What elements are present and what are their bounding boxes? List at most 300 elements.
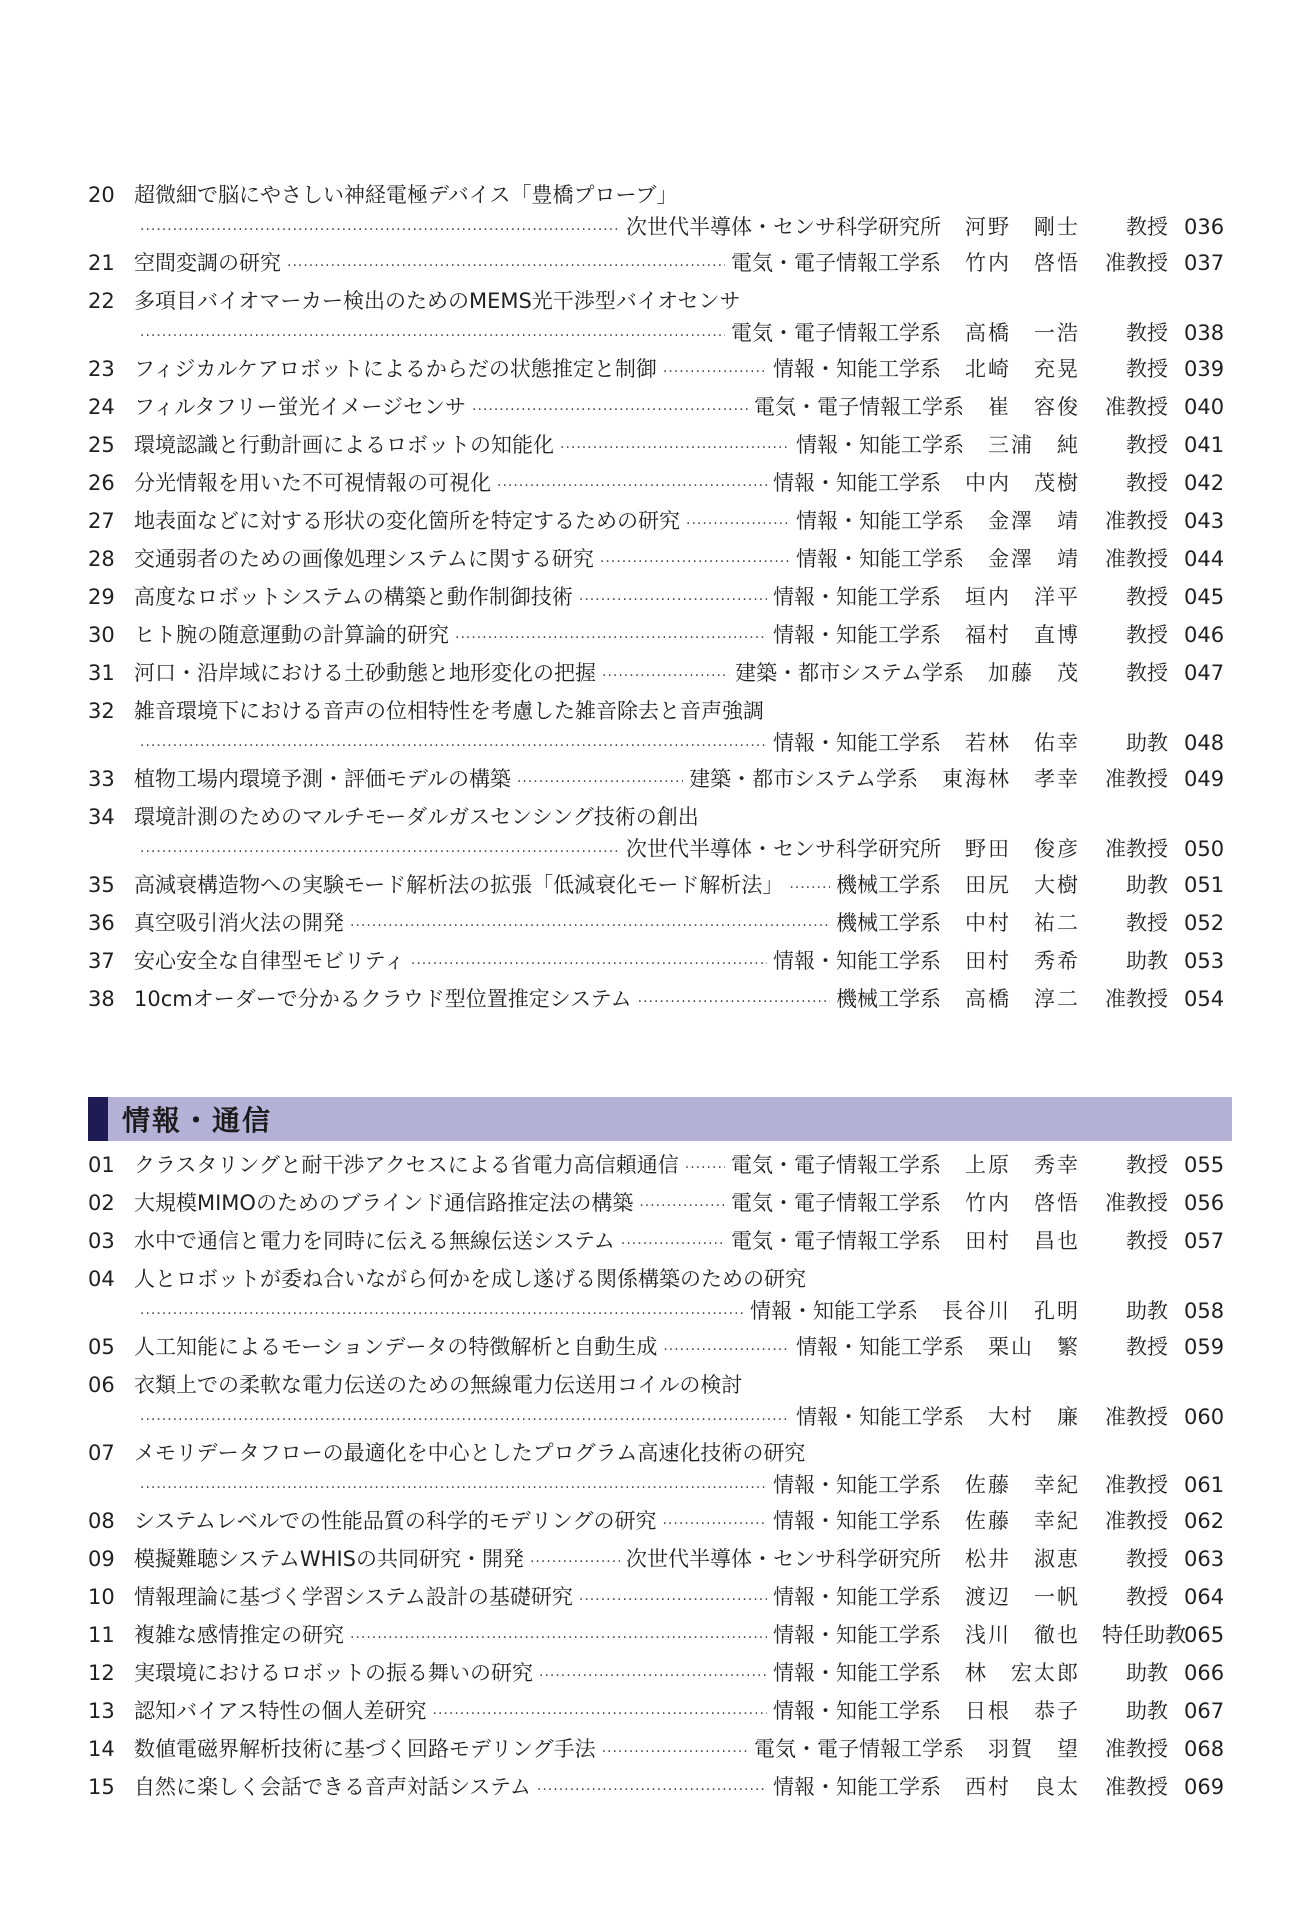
dot-leader (455, 620, 767, 653)
research-title: 情報理論に基づく学習システム設計の基礎研究 (134, 1585, 573, 1609)
department-label: 情報・知能工学系 (773, 1775, 941, 1799)
page-number: 046 (1184, 623, 1225, 647)
page-number: 045 (1184, 585, 1225, 609)
section-heading-bar (88, 1097, 1232, 1141)
position-label: 助教 (1126, 1699, 1168, 1723)
department-label: 電気・電子情報工学系 (731, 251, 941, 275)
item-meta (689, 764, 1224, 794)
researcher-name: 日根 恭子 (965, 1699, 1080, 1723)
department-label: 機械工学系 (836, 873, 941, 897)
section-heading: 情報・通信 (122, 1104, 273, 1137)
position-label: 准教授 (1105, 767, 1168, 791)
research-title: メモリデータフローの最適化を中心としたプログラム高速化技術の研究 (134, 1441, 806, 1465)
item-number: 29 (88, 585, 115, 609)
dot-leader (662, 1506, 767, 1539)
research-title: クラスタリングと耐干渉アクセスによる省電力高信頼通信 (134, 1153, 679, 1177)
researcher-name: 若林 佑幸 (965, 731, 1080, 755)
research-title: 河口・沿岸域における土砂動態と地形変化の把握 (134, 661, 596, 685)
department-label: 情報・知能工学系 (796, 433, 964, 457)
position-label: 教授 (1126, 357, 1168, 381)
researcher-name: 佐藤 幸紀 (965, 1509, 1080, 1533)
page-number: 043 (1184, 509, 1225, 533)
page-number: 050 (1184, 837, 1225, 861)
page-number: 055 (1184, 1153, 1225, 1177)
item-number: 14 (88, 1737, 115, 1761)
page-number: 052 (1184, 911, 1225, 935)
page-number: 059 (1184, 1335, 1225, 1359)
researcher-name: 竹内 啓悟 (965, 251, 1080, 275)
list-item (0, 800, 1316, 868)
item-number: 20 (88, 183, 115, 207)
dot-leader (472, 392, 748, 425)
department-label: 情報・知能工学系 (773, 1585, 941, 1609)
list-item (0, 1694, 1316, 1732)
dot-leader (579, 582, 767, 615)
page-number: 060 (1184, 1405, 1225, 1429)
item-number: 34 (88, 805, 115, 829)
item-meta (773, 582, 1224, 612)
researcher-name: 田村 秀希 (965, 949, 1080, 973)
position-label: 教授 (1126, 1335, 1168, 1359)
position-label: 准教授 (1105, 395, 1168, 419)
position-label: 准教授 (1105, 1775, 1168, 1799)
item-number: 35 (88, 873, 115, 897)
page-number: 048 (1184, 731, 1225, 755)
dot-leader (789, 870, 830, 903)
position-label: 教授 (1126, 661, 1168, 685)
dot-leader (350, 1620, 767, 1653)
position-label: 教授 (1126, 321, 1168, 345)
dot-leader (350, 908, 830, 941)
researcher-name: 高橋 淳二 (965, 987, 1080, 1011)
page-number: 067 (1184, 1699, 1225, 1723)
researcher-name: 林 宏太郎 (965, 1661, 1080, 1685)
research-title: 多項目バイオマーカー検出のためのMEMS光干渉型バイオセンサ (134, 289, 741, 313)
researcher-name: 羽賀 望 (988, 1737, 1080, 1761)
list-item (0, 246, 1316, 284)
position-label: 特任助教 (1102, 1623, 1186, 1647)
item-meta (731, 248, 1224, 278)
item-number: 38 (88, 987, 115, 1011)
page-number: 044 (1184, 547, 1225, 571)
list-item (0, 178, 1316, 246)
item-number: 01 (88, 1153, 115, 1177)
item-number: 32 (88, 699, 115, 723)
researcher-name: 佐藤 幸紀 (965, 1473, 1080, 1497)
list-item (0, 1436, 1316, 1504)
item-meta (773, 1620, 1224, 1650)
department-label: 建築・都市システム学系 (689, 767, 918, 791)
research-title: システムレベルでの性能品質の科学的モデリングの研究 (134, 1509, 657, 1533)
researcher-name: 福村 直博 (965, 623, 1080, 647)
dot-leader (638, 984, 830, 1017)
position-label: 教授 (1126, 433, 1168, 457)
research-title: ヒト腕の随意運動の計算論的研究 (134, 623, 449, 647)
position-label: 教授 (1126, 215, 1168, 239)
research-list-section-2 (0, 1148, 1316, 1808)
research-list-section-1 (0, 178, 1316, 1020)
position-label: 助教 (1126, 731, 1168, 755)
item-number: 24 (88, 395, 115, 419)
item-number: 11 (88, 1623, 115, 1647)
research-title: 人とロボットが委ね合いながら何かを成し遂げる関係構築のための研究 (134, 1267, 806, 1291)
department-label: 情報・知能工学系 (773, 623, 941, 647)
dot-leader (140, 728, 767, 761)
item-meta (773, 946, 1224, 976)
item-number: 30 (88, 623, 115, 647)
department-label: 情報・知能工学系 (773, 1473, 941, 1497)
item-meta (731, 1226, 1224, 1256)
position-label: 教授 (1126, 585, 1168, 609)
item-meta (796, 544, 1224, 574)
position-label: 教授 (1126, 623, 1168, 647)
list-item (0, 1504, 1316, 1542)
item-number: 07 (88, 1441, 115, 1465)
research-title: 模擬難聴システムWHISの共同研究・開発 (134, 1547, 524, 1571)
department-label: 機械工学系 (836, 911, 941, 935)
research-title: 人工知能によるモーションデータの特徴解析と自動生成 (134, 1335, 658, 1359)
dot-leader (411, 946, 767, 979)
researcher-name: 東海林 孝幸 (942, 767, 1080, 791)
heading-accent-mark (88, 1097, 108, 1141)
dot-leader (140, 1470, 767, 1503)
list-item (0, 1770, 1316, 1808)
item-number: 22 (88, 289, 115, 313)
item-meta (773, 1658, 1224, 1688)
page-number: 057 (1184, 1229, 1225, 1253)
item-number: 06 (88, 1373, 115, 1397)
list-item (0, 982, 1316, 1020)
item-meta (626, 834, 1224, 864)
research-title: 大規模MIMOのためのブラインド通信路推定法の構築 (134, 1191, 634, 1215)
research-title: 10cmオーダーで分かるクラウド型位置推定システム (134, 987, 632, 1011)
department-label: 電気・電子情報工学系 (731, 1229, 941, 1253)
department-label: 情報・知能工学系 (773, 1623, 941, 1647)
item-number: 31 (88, 661, 115, 685)
research-title: 環境認識と行動計画によるロボットの知能化 (134, 433, 554, 457)
page-number: 042 (1184, 471, 1225, 495)
researcher-name: 松井 淑恵 (965, 1547, 1080, 1571)
list-item (0, 1368, 1316, 1436)
item-meta (731, 1150, 1224, 1180)
research-title: 交通弱者のための画像処理システムに関する研究 (134, 547, 594, 571)
dot-leader (602, 658, 729, 691)
department-label: 情報・知能工学系 (773, 471, 941, 495)
researcher-name: 三浦 純 (988, 433, 1080, 457)
item-number: 05 (88, 1335, 115, 1359)
dot-leader (140, 1402, 790, 1435)
research-title: 水中で通信と電力を同時に伝える無線伝送システム (134, 1229, 615, 1253)
department-label: 情報・知能工学系 (773, 585, 941, 609)
researcher-name: 加藤 茂 (988, 661, 1080, 685)
dot-leader (685, 1150, 725, 1183)
researcher-name: 崔 容俊 (988, 395, 1080, 419)
item-meta (626, 212, 1224, 242)
list-item (0, 762, 1316, 800)
research-title: 安心安全な自律型モビリティ (134, 949, 405, 973)
researcher-name: 西村 良太 (965, 1775, 1080, 1799)
page-number: 058 (1184, 1299, 1225, 1323)
position-label: 准教授 (1105, 547, 1168, 571)
item-number: 12 (88, 1661, 115, 1685)
page-number: 061 (1184, 1473, 1225, 1497)
dot-leader (140, 318, 725, 351)
researcher-name: 竹内 啓悟 (965, 1191, 1080, 1215)
list-item (0, 1656, 1316, 1694)
research-title: 認知バイアス特性の個人差研究 (134, 1699, 427, 1723)
position-label: 教授 (1126, 1229, 1168, 1253)
page-number: 054 (1184, 987, 1225, 1011)
position-label: 教授 (1126, 911, 1168, 935)
position-label: 助教 (1126, 1299, 1168, 1323)
department-label: 情報・知能工学系 (796, 509, 964, 533)
dot-leader (530, 1544, 620, 1577)
dot-leader (621, 1226, 725, 1259)
research-title: フィジカルケアロボットによるからだの状態推定と制御 (134, 357, 657, 381)
research-title: 超微細で脳にやさしい神経電極デバイス「豊橋プローブ」 (134, 183, 678, 207)
dot-leader (602, 1734, 748, 1767)
item-meta (796, 1332, 1224, 1362)
item-meta (773, 728, 1224, 758)
researcher-name: 野田 俊彦 (965, 837, 1080, 861)
research-title: 自然に楽しく会話できる音声対話システム (134, 1775, 531, 1799)
list-item (0, 466, 1316, 504)
position-label: 准教授 (1105, 1509, 1168, 1533)
list-item (0, 580, 1316, 618)
page-number: 069 (1184, 1775, 1225, 1799)
list-item (0, 694, 1316, 762)
page-number: 041 (1184, 433, 1225, 457)
position-label: 准教授 (1105, 987, 1168, 1011)
item-meta (731, 318, 1224, 348)
page-number: 066 (1184, 1661, 1225, 1685)
department-label: 情報・知能工学系 (796, 547, 964, 571)
page-number: 053 (1184, 949, 1225, 973)
list-item (0, 618, 1316, 656)
page-number: 056 (1184, 1191, 1225, 1215)
dot-leader (539, 1658, 767, 1691)
position-label: 准教授 (1105, 251, 1168, 275)
department-label: 電気・電子情報工学系 (754, 1737, 964, 1761)
item-meta (626, 1544, 1224, 1574)
item-meta (754, 1734, 1224, 1764)
list-item (0, 1542, 1316, 1580)
position-label: 准教授 (1105, 1737, 1168, 1761)
list-item (0, 1148, 1316, 1186)
position-label: 准教授 (1105, 837, 1168, 861)
position-label: 教授 (1126, 1153, 1168, 1177)
research-title: 植物工場内環境予測・評価モデルの構築 (134, 767, 511, 791)
department-label: 情報・知能工学系 (773, 1661, 941, 1685)
list-item (0, 428, 1316, 466)
dot-leader (639, 1188, 725, 1221)
item-number: 25 (88, 433, 115, 457)
list-item (0, 1618, 1316, 1656)
item-meta (796, 1402, 1224, 1432)
dot-leader (287, 248, 725, 281)
list-item (0, 284, 1316, 352)
item-number: 23 (88, 357, 115, 381)
researcher-name: 田尻 大樹 (965, 873, 1080, 897)
item-number: 04 (88, 1267, 115, 1291)
item-number: 37 (88, 949, 115, 973)
list-item (0, 656, 1316, 694)
item-meta (773, 1582, 1224, 1612)
position-label: 教授 (1126, 1547, 1168, 1571)
item-number: 02 (88, 1191, 115, 1215)
dot-leader (560, 430, 790, 463)
department-label: 情報・知能工学系 (773, 949, 941, 973)
item-meta (735, 658, 1224, 688)
researcher-name: 渡辺 一帆 (965, 1585, 1080, 1609)
research-title: 複雑な感情推定の研究 (134, 1623, 344, 1647)
researcher-name: 長谷川 孔明 (942, 1299, 1080, 1323)
item-meta (750, 1296, 1224, 1326)
department-label: 情報・知能工学系 (773, 731, 941, 755)
dot-leader (140, 212, 620, 245)
dot-leader (600, 544, 790, 577)
item-meta (773, 620, 1224, 650)
item-meta (754, 392, 1224, 422)
item-meta (796, 506, 1224, 536)
page-number: 040 (1184, 395, 1225, 419)
researcher-name: 垣内 洋平 (965, 585, 1080, 609)
researcher-name: 高橋 一浩 (965, 321, 1080, 345)
department-label: 次世代半導体・センサ科学研究所 (626, 215, 941, 239)
item-meta (773, 354, 1224, 384)
list-item (0, 352, 1316, 390)
position-label: 准教授 (1105, 1405, 1168, 1429)
page-number: 063 (1184, 1547, 1225, 1571)
department-label: 電気・電子情報工学系 (731, 1191, 941, 1215)
department-label: 情報・知能工学系 (750, 1299, 918, 1323)
list-item (0, 1330, 1316, 1368)
item-number: 33 (88, 767, 115, 791)
page-number: 037 (1184, 251, 1225, 275)
dot-leader (140, 834, 620, 867)
department-label: 情報・知能工学系 (796, 1335, 964, 1359)
page-number: 051 (1184, 873, 1225, 897)
researcher-name: 栗山 繁 (988, 1335, 1080, 1359)
researcher-name: 北崎 充晃 (965, 357, 1080, 381)
researcher-name: 金澤 靖 (988, 509, 1080, 533)
dot-leader (497, 468, 767, 501)
researcher-name: 中村 祐二 (965, 911, 1080, 935)
department-label: 情報・知能工学系 (796, 1405, 964, 1429)
list-item (0, 1580, 1316, 1618)
position-label: 教授 (1126, 471, 1168, 495)
page-number: 064 (1184, 1585, 1225, 1609)
list-item (0, 390, 1316, 428)
dot-leader (537, 1772, 767, 1805)
item-meta (773, 1696, 1224, 1726)
page-number: 039 (1184, 357, 1225, 381)
department-label: 情報・知能工学系 (773, 1509, 941, 1533)
page-number: 038 (1184, 321, 1225, 345)
position-label: 准教授 (1105, 1191, 1168, 1215)
item-number: 03 (88, 1229, 115, 1253)
researcher-name: 中内 茂樹 (965, 471, 1080, 495)
item-number: 15 (88, 1775, 115, 1799)
page-number: 047 (1184, 661, 1225, 685)
research-title: 雑音環境下における音声の位相特性を考慮した雑音除去と音声強調 (134, 699, 764, 723)
researcher-name: 浅川 徹也 (965, 1623, 1080, 1647)
item-number: 27 (88, 509, 115, 533)
list-item (0, 944, 1316, 982)
department-label: 機械工学系 (836, 987, 941, 1011)
item-meta (773, 1772, 1224, 1802)
research-title: 空間変調の研究 (134, 251, 281, 275)
item-number: 13 (88, 1699, 115, 1723)
item-meta (836, 984, 1224, 1014)
dot-leader (517, 764, 683, 797)
researcher-name: 大村 廉 (988, 1405, 1080, 1429)
researcher-name: 金澤 靖 (988, 547, 1080, 571)
dot-leader (663, 1332, 790, 1365)
list-item (0, 1732, 1316, 1770)
position-label: 准教授 (1105, 509, 1168, 533)
item-number: 09 (88, 1547, 115, 1571)
research-title: フィルタフリー蛍光イメージセンサ (134, 395, 467, 419)
dot-leader (663, 354, 767, 387)
department-label: 情報・知能工学系 (773, 1699, 941, 1723)
research-title: 衣類上での柔軟な電力伝送のための無線電力伝送用コイルの検討 (134, 1373, 743, 1397)
page-number: 062 (1184, 1509, 1225, 1533)
research-title: 実環境におけるロボットの振る舞いの研究 (134, 1661, 533, 1685)
list-item (0, 504, 1316, 542)
list-item (0, 1186, 1316, 1224)
dot-leader (433, 1696, 767, 1729)
dot-leader (686, 506, 790, 539)
department-label: 電気・電子情報工学系 (731, 321, 941, 345)
list-item (0, 542, 1316, 580)
item-meta (731, 1188, 1224, 1218)
research-title: 分光情報を用いた不可視情報の可視化 (134, 471, 491, 495)
department-label: 次世代半導体・センサ科学研究所 (626, 837, 941, 861)
page-number: 049 (1184, 767, 1225, 791)
department-label: 情報・知能工学系 (773, 357, 941, 381)
item-meta (836, 870, 1224, 900)
item-number: 26 (88, 471, 115, 495)
research-title: 地表面などに対する形状の変化箇所を特定するための研究 (134, 509, 680, 533)
list-item (0, 1262, 1316, 1330)
position-label: 助教 (1126, 949, 1168, 973)
item-meta (836, 908, 1224, 938)
department-label: 次世代半導体・センサ科学研究所 (626, 1547, 941, 1571)
department-label: 建築・都市システム学系 (735, 661, 964, 685)
item-meta (796, 430, 1224, 460)
dot-leader (140, 1296, 744, 1329)
item-number: 10 (88, 1585, 115, 1609)
position-label: 教授 (1126, 1585, 1168, 1609)
list-item (0, 868, 1316, 906)
research-title: 高度なロボットシステムの構築と動作制御技術 (134, 585, 573, 609)
item-meta (773, 1506, 1224, 1536)
department-label: 電気・電子情報工学系 (731, 1153, 941, 1177)
research-title: 高減衰構造物への実験モード解析法の拡張「低減衰化モード解析法」 (134, 873, 784, 897)
researcher-name: 田村 昌也 (965, 1229, 1080, 1253)
research-title: 環境計測のためのマルチモーダルガスセンシング技術の創出 (134, 805, 699, 829)
researcher-name: 上原 秀幸 (965, 1153, 1080, 1177)
dot-leader (579, 1582, 767, 1615)
item-number: 36 (88, 911, 115, 935)
list-item (0, 906, 1316, 944)
research-title: 数値電磁界解析技術に基づく回路モデリング手法 (134, 1737, 596, 1761)
list-item (0, 1224, 1316, 1262)
page-number: 036 (1184, 215, 1225, 239)
item-meta (773, 1470, 1224, 1500)
position-label: 助教 (1126, 1661, 1168, 1685)
